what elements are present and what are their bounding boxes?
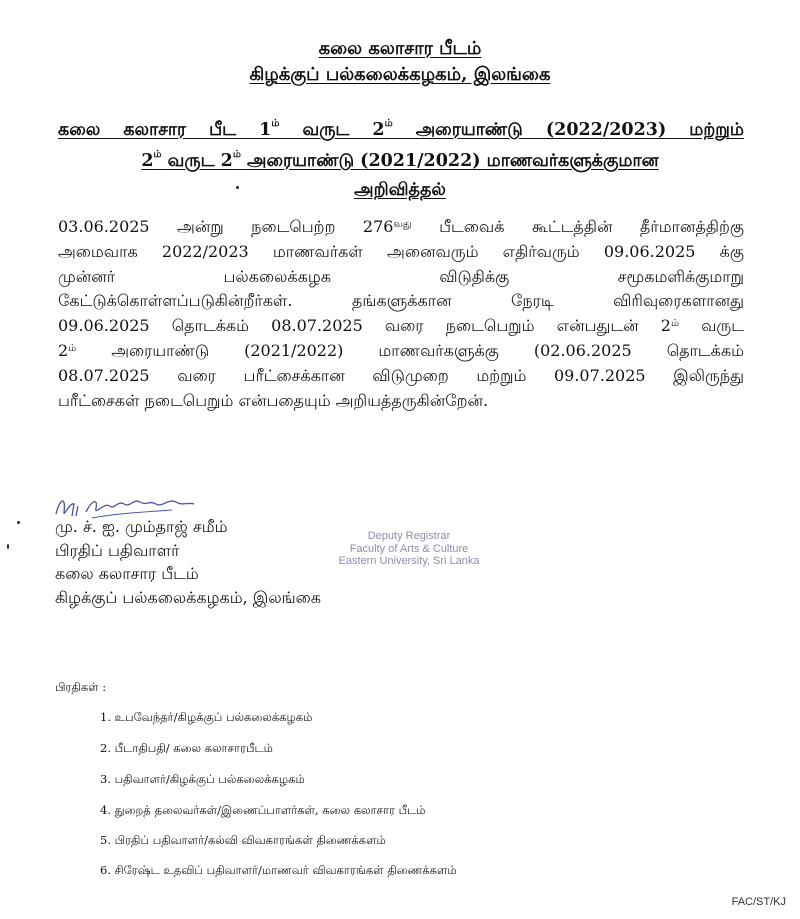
notice-body — [58, 215, 744, 413]
scan-mark — [17, 521, 20, 524]
copies-label: பிரதிகள் : — [55, 680, 107, 694]
stamp-line: Faculty of Arts & Culture — [349, 542, 469, 555]
body-line: அமைவாக 2022/2023 மாணவர்கள் அனைவரும் எதிர்வரும் 09.06.2025 க்கு — [58, 241, 744, 261]
header-faculty: கலை கலாசார பீடம் — [318, 38, 482, 59]
stamp-line: Deputy Registrar — [367, 530, 451, 542]
copy-item: 5. பிரதிப் பதிவாளர்/கல்வி விவகாரங்கள் திணைக்களம் — [100, 833, 386, 847]
signatory-faculty: கலை கலாசார பீடம் — [55, 564, 199, 583]
body-line: 09.06.2025 தொடக்கம் 08.07.2025 வரை நடைபெறும் என்பதுடன் $2^{ம்}$ வருட — [58, 316, 744, 336]
subject-line-2: $2^{ம்}$ வருட $2^{ம்}$ அரையாண்டு (2021/2022) மாணவர்களுக்குமான — [141, 149, 659, 171]
subject-title: அறிவித்தல் — [354, 180, 446, 200]
header-university: கிழக்குப் பல்கலைக்கழகம், இலங்கை — [249, 64, 551, 85]
scan-mark — [236, 186, 239, 189]
official-stamp — [330, 530, 488, 568]
signature-block — [55, 515, 321, 609]
reference-code: FAC/ST/KJ — [731, 896, 786, 908]
copy-item: 4. துறைத் தலைவர்கள்/இணைப்பாளர்கள், கலை கலாசார பீடம் — [100, 803, 426, 817]
stamp-line: Eastern University, Sri Lanka — [338, 555, 480, 567]
subject-line-1: கலை கலாசார பீட $1^{ம்}$ வருட $2^{ம்}$ அரையாண்டு (2022/2023) மற்றும் — [58, 118, 744, 140]
body-line: 03.06.2025 அன்று நடைபெற்ற $276^{வது}$ பீடவைக் கூட்டத்தின் தீர்மானத்திற்கு — [58, 217, 744, 236]
copy-item: 6. சிரேஷ்ட உதவிப் பதிவாளர்/மாணவர் விவகாரங்கள் திணைக்களம் — [100, 863, 457, 877]
body-line: முன்னர் பல்கலைக்கழக விடுதிக்கு சமூகமளிக்குமாறு — [58, 266, 744, 286]
body-line: பரீட்சைகள் நடைபெறும் என்பதையும் அறியத்தருகின்றேன். — [58, 390, 489, 410]
copy-item: 2. பீடாதிபதி/ கலை கலாசாரபீடம் — [100, 741, 273, 755]
signatory-university: கிழக்குப் பல்கலைக்கழகம், இலங்கை — [55, 587, 322, 607]
body-line: 08.07.2025 வரை பரீட்சைக்கான விடுமுறை மற்றும் 09.07.2025 இலிருந்து — [58, 365, 744, 385]
copy-item: 1. உபவேந்தர்/கிழக்குப் பல்கலைக்கழகம் — [100, 710, 313, 724]
scan-mark — [7, 544, 9, 549]
body-line: கேட்டுக்கொள்ளப்படுகின்றீர்கள். தங்களுக்கான நேரடி விரிவுரைகளானது — [58, 291, 744, 311]
copy-item: 3. பதிவாளர்/கிழக்குப் பல்கலைக்கழகம் — [100, 772, 305, 786]
signatory-designation: பிரதிப் பதிவாளர் — [55, 540, 180, 560]
body-line: $2^{ம்}$ அரையாண்டு (2021/2022) மாணவர்களுக்கு (02.06.2025 தொடக்கம் — [58, 340, 744, 360]
signatory-name: மு. ச். ஐ. மும்தாஜ் சமீம் — [55, 517, 228, 536]
